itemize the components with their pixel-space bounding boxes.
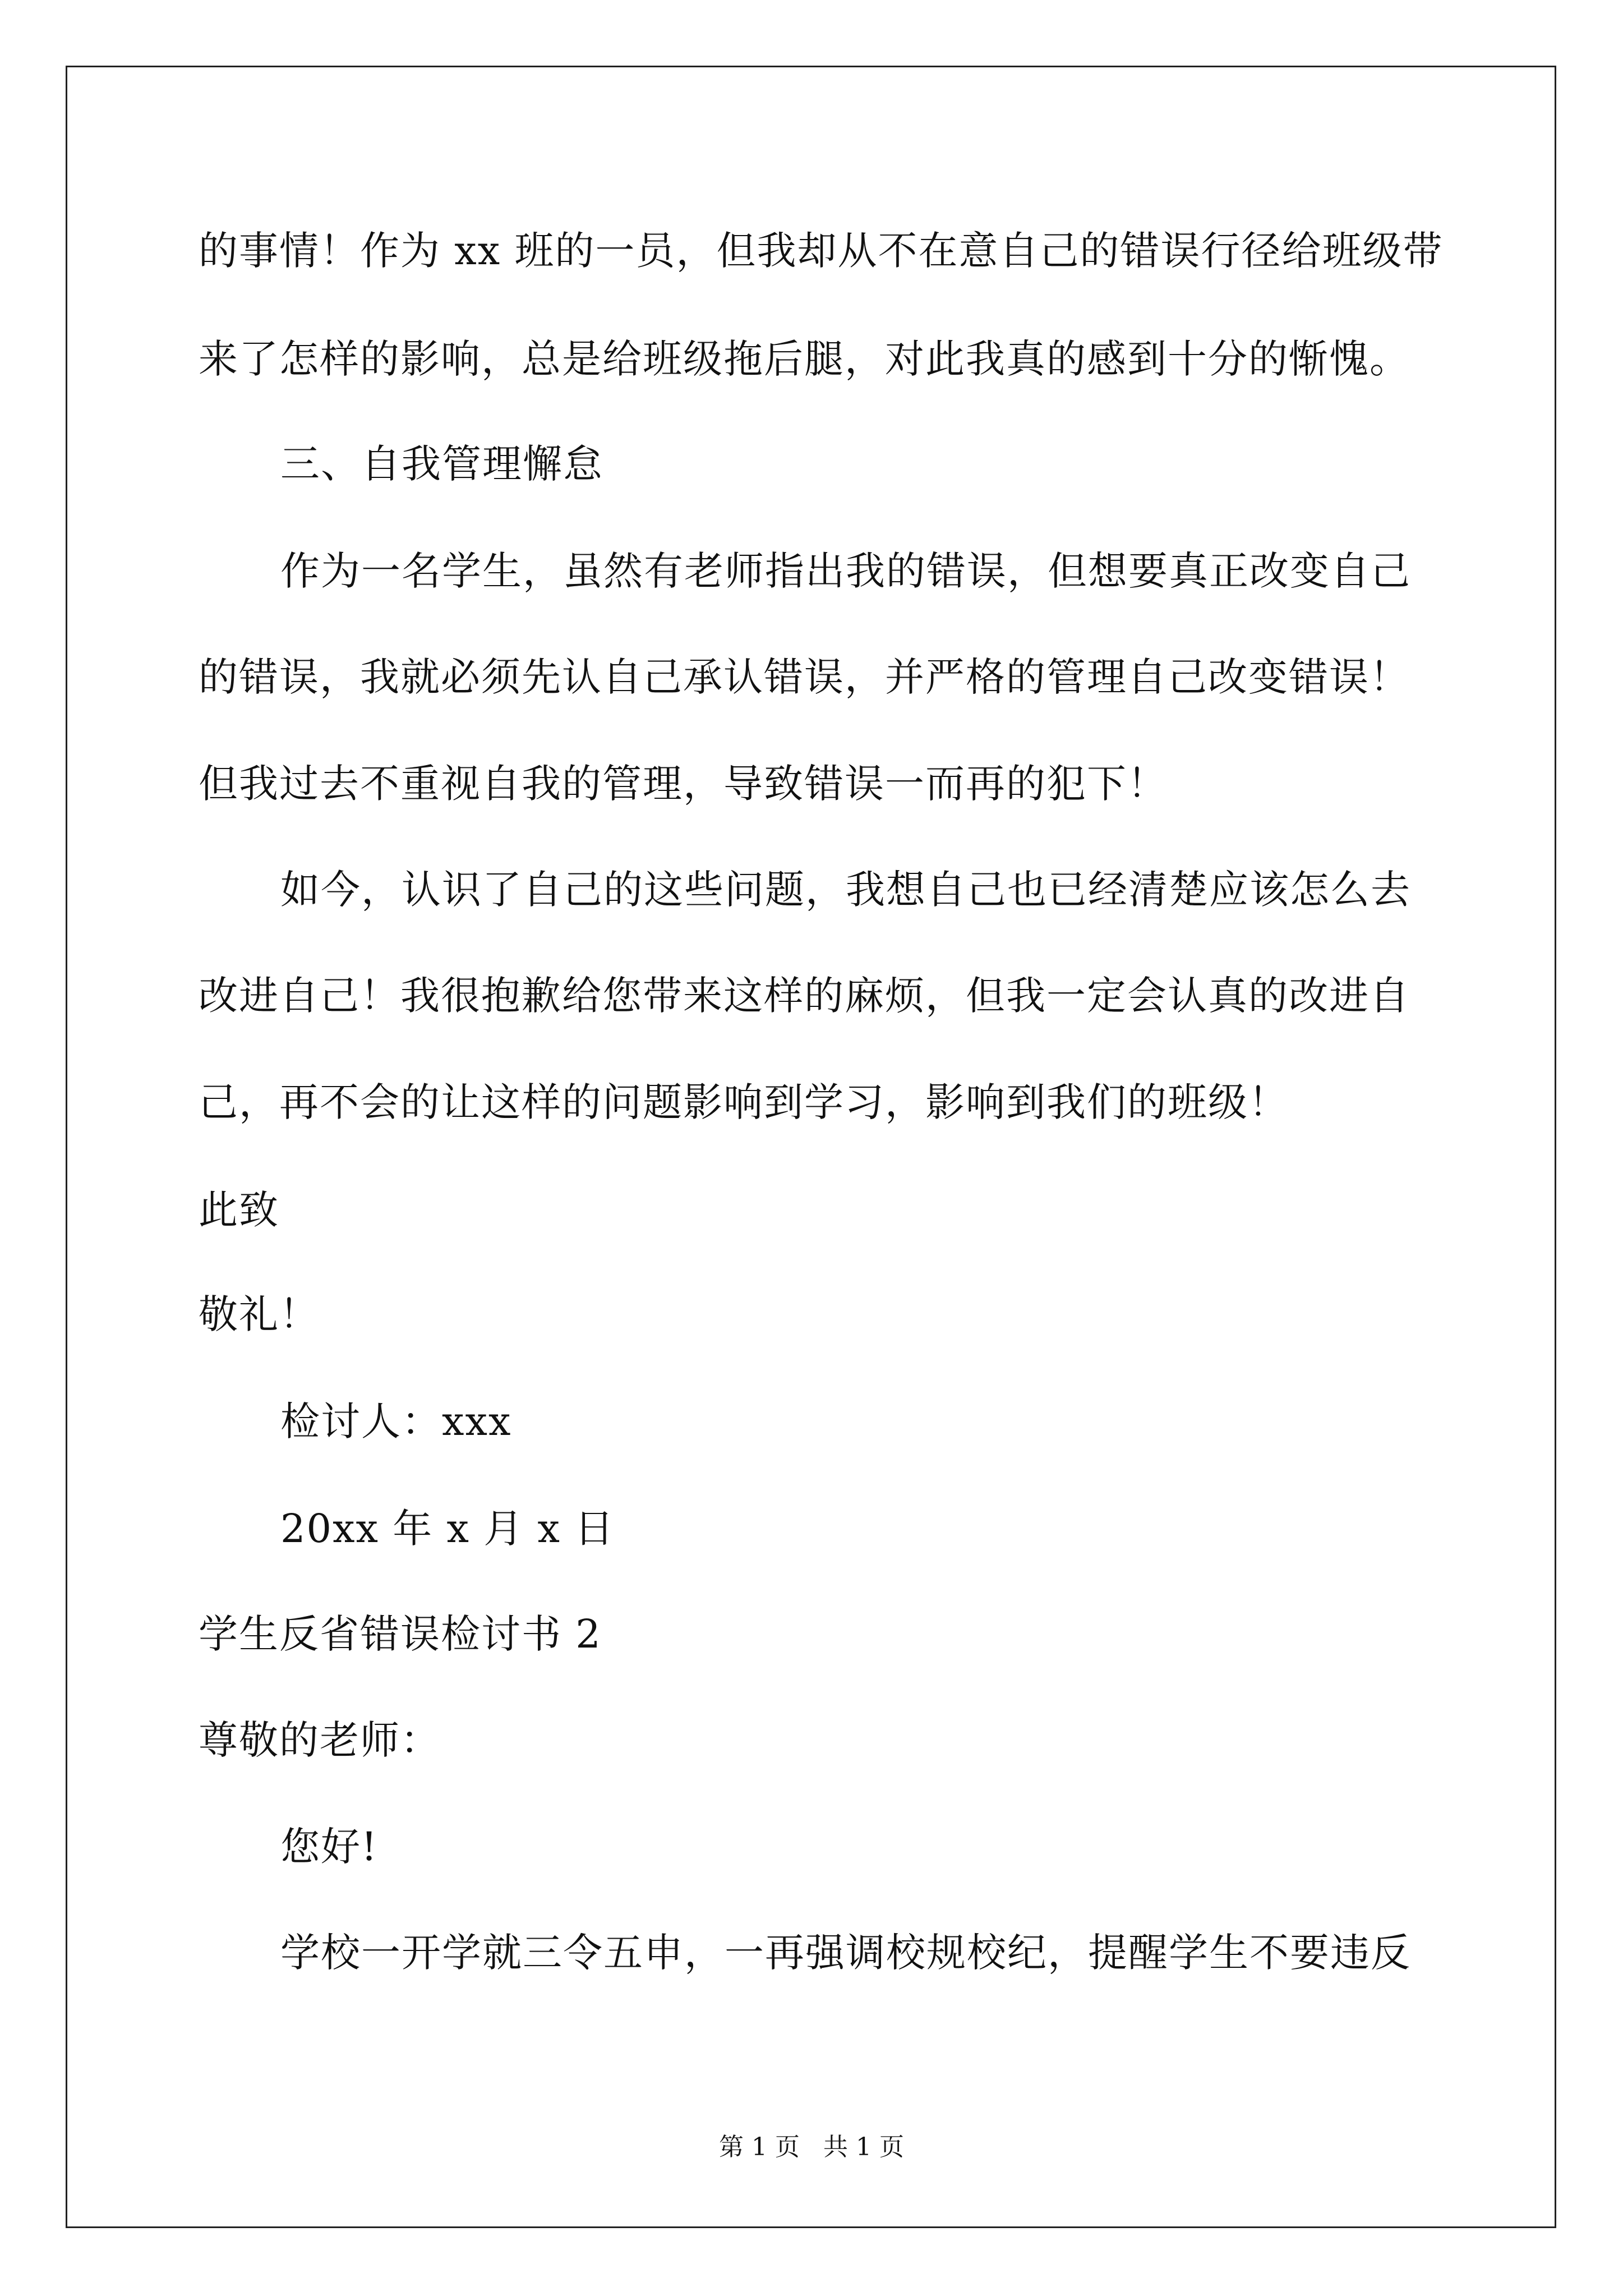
- document-title: 学生反省错误检讨书 2: [199, 1611, 602, 1657]
- text-line: 如今，认识了自己的这些问题，我想自己也已经清楚应该怎么去: [280, 867, 1411, 913]
- text-line: 己，再不会的让这样的问题影响到学习，影响到我们的班级！: [199, 1079, 1289, 1125]
- greeting: 您好!: [280, 1824, 379, 1870]
- addressee: 尊敬的老师：: [199, 1717, 441, 1763]
- text-line: 的事情！作为 xx 班的一员，但我却从不在意自己的错误行径给班级带: [199, 228, 1444, 274]
- closing-salutation: 此致: [199, 1187, 279, 1233]
- text-line: 学校一开学就三令五申，一再强调校规校纪，提醒学生不要违反: [280, 1930, 1411, 1976]
- page-border: [66, 66, 1556, 2228]
- text-line: 的错误，我就必须先认自己承认错误，并严格的管理自己改变错误！: [199, 654, 1410, 700]
- signer: 检讨人：xxx: [280, 1398, 512, 1444]
- text-line: 作为一名学生，虽然有老师指出我的错误，但想要真正改变自己: [280, 548, 1411, 594]
- closing-regards: 敬礼！: [199, 1291, 320, 1337]
- text-line: 来了怎样的影响，总是给班级拖后腿，对此我真的感到十分的惭愧。: [199, 336, 1410, 382]
- text-line: 改进自己！我很抱歉给您带来这样的麻烦，但我一定会认真的改进自: [199, 973, 1410, 1019]
- section-heading: 三、自我管理懈怠: [280, 441, 603, 487]
- text-line: 但我过去不重视自我的管理，导致错误一而再的犯下！: [199, 761, 1168, 807]
- page-number: 第 1 页 共 1 页: [719, 2133, 904, 2161]
- date-line: 20xx 年 x 月 x 日: [280, 1506, 615, 1552]
